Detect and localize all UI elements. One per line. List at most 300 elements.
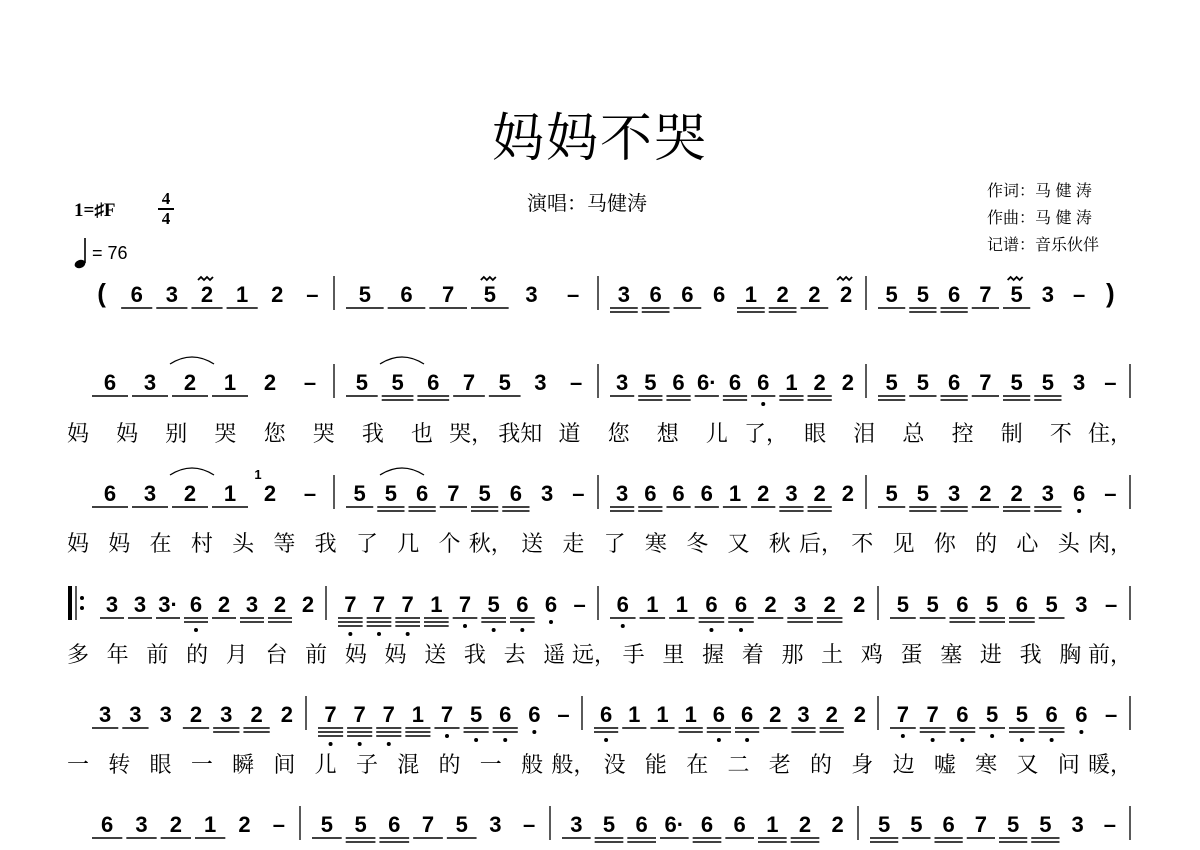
note: 3 (220, 702, 233, 727)
note: 2 (273, 592, 287, 617)
meter-bottom: 4 (158, 208, 174, 228)
note: 1 (430, 592, 443, 617)
staff-system-6 (92, 806, 1130, 842)
lyric-syllable: 塞 (940, 643, 963, 668)
note: 5 (354, 812, 367, 837)
note: 2 (189, 702, 203, 727)
lyric-syllable: 土 (821, 643, 844, 668)
lyric-syllable: 的 (186, 643, 209, 668)
note: 3 (1041, 481, 1054, 506)
note: 5 (1039, 812, 1052, 837)
note: 1 (223, 370, 237, 395)
note: 2 (840, 282, 853, 307)
note: 5 (487, 592, 500, 617)
note: 5 (916, 481, 929, 506)
note: 5 (1007, 812, 1020, 837)
note: 3 (99, 702, 112, 727)
note: 2 (183, 370, 197, 395)
note: 6 (101, 812, 114, 837)
lyric-syllable: 般， (551, 753, 596, 778)
lyric-syllable: 妈 (116, 422, 139, 447)
staff-system-2 (92, 357, 1130, 406)
note: 6 (528, 702, 541, 727)
note: 1 (785, 370, 798, 395)
note: 1 (204, 812, 217, 837)
note: 2 (301, 592, 315, 617)
octave-dot (532, 730, 536, 734)
lyric-syllable: 妈 (66, 422, 90, 447)
note: 3 (534, 370, 547, 395)
octave-dot (520, 628, 524, 632)
note: 2 (853, 702, 867, 727)
note: 2 (823, 592, 836, 617)
lyric-syllable: 肉， (1087, 532, 1133, 557)
note: 3 (525, 282, 538, 307)
note: – (1105, 592, 1118, 617)
note: 3 (135, 812, 148, 837)
repeat-dot (80, 606, 84, 610)
note: 7 (344, 592, 357, 617)
lyric-syllable: 前 (305, 643, 328, 668)
note: 1 (236, 282, 249, 307)
note: 3 (615, 481, 629, 506)
note: 1 (628, 702, 641, 727)
note: 5 (469, 702, 483, 727)
notation-credit: 记谱：音乐伙伴 (987, 237, 1100, 254)
note: 5 (885, 370, 898, 395)
note: 3 (159, 702, 172, 727)
note: 6 (499, 702, 512, 727)
note: 5 (455, 812, 468, 837)
octave-dot (990, 734, 994, 738)
lyric-syllable: 住， (1087, 422, 1133, 447)
note: 5 (602, 812, 616, 837)
note: 2 (831, 812, 844, 837)
octave-dot (358, 742, 362, 746)
lyric-syllable: 妈 (108, 532, 131, 557)
note: 6 (635, 812, 648, 837)
lyric-syllable: 的 (810, 753, 833, 778)
lyric-syllable: 头 (1057, 532, 1080, 557)
note: 2 (271, 282, 284, 307)
note: 3 (129, 702, 142, 727)
note: 6 (616, 592, 629, 617)
note: 5 (885, 282, 898, 307)
note: 2 (841, 370, 855, 395)
note: 1 (684, 702, 697, 727)
slur (170, 468, 214, 475)
note: – (1104, 370, 1117, 395)
note: 7 (372, 592, 386, 617)
staff-system-3 (92, 467, 1130, 513)
note: 3 (785, 481, 798, 506)
note: 6· (696, 370, 717, 395)
lyric-syllable: 年 (106, 643, 129, 668)
lyric-syllable: 边 (892, 753, 915, 778)
note: 3 (489, 812, 502, 837)
note: 5 (910, 812, 923, 837)
octave-dot (745, 738, 749, 742)
octave-dot (406, 632, 410, 636)
lyric-syllable: 里 (662, 643, 685, 668)
note: 3· (158, 592, 178, 617)
lyric-syllable: 儿 (314, 753, 337, 778)
lyric-syllable: 控 (951, 422, 974, 447)
note: 5 (384, 481, 397, 506)
octave-dot (348, 632, 352, 636)
note: 2 (813, 481, 826, 506)
note: 6 (700, 812, 714, 837)
note: 2 (853, 592, 866, 617)
lyric-syllable: 哭 (312, 422, 335, 447)
note: 6 (388, 812, 401, 837)
note: 3 (570, 812, 583, 837)
note: 1 (766, 812, 779, 837)
note: 2 (263, 481, 277, 506)
lyric-syllable: 寒 (644, 532, 667, 557)
lyric-syllable: 哭 (214, 422, 237, 447)
note: 6 (740, 702, 754, 727)
note: 6 (649, 282, 662, 307)
meter-top: 4 (161, 189, 171, 208)
octave-dot (445, 734, 449, 738)
lyric-syllable: 了， (743, 422, 789, 447)
lyric-syllable: 制 (1000, 422, 1023, 447)
octave-dot (549, 620, 553, 624)
note: 3 (133, 592, 147, 617)
lyric-syllable: 您 (607, 422, 630, 447)
note: 7 (926, 702, 939, 727)
lyric-line-2 (67, 532, 1132, 557)
note: 5 (896, 592, 909, 617)
note: 1 (728, 481, 742, 506)
note: 2 (776, 282, 789, 307)
note: 2 (769, 702, 782, 727)
lyric-syllable: 混 (397, 753, 420, 778)
note: 6 (644, 481, 657, 506)
lyric-syllable: 能 (644, 753, 667, 778)
lyric-line-1 (67, 422, 1132, 447)
note: 2 (979, 481, 992, 506)
note: 3 (1071, 812, 1084, 837)
note: 5 (885, 481, 898, 506)
note: 5 (483, 282, 496, 307)
lyric-syllable: 一 (479, 753, 502, 778)
note: 6 (712, 702, 726, 727)
note: 6 (103, 481, 117, 506)
note: 5 (1015, 702, 1028, 727)
lyric-syllable: 我 (463, 643, 486, 668)
note: 6 (672, 370, 685, 395)
note: 3 (1075, 592, 1088, 617)
lyric-line-3 (67, 643, 1132, 668)
lyric-syllable: 远， (571, 643, 617, 668)
note: 3 (1041, 282, 1054, 307)
note: 6 (400, 282, 413, 307)
lyric-syllable: 几 (397, 532, 420, 557)
note: 5 (355, 370, 368, 395)
note: 6 (956, 592, 969, 617)
note: 6 (713, 282, 726, 307)
ornament-mark (198, 277, 213, 280)
note: 2 (757, 481, 770, 506)
note: 6 (757, 370, 770, 395)
note: 6 (189, 592, 203, 617)
lyric-syllable: 也 (410, 422, 434, 447)
lyric-syllable: 没 (603, 753, 626, 778)
note: 1 (646, 592, 659, 617)
note: – (303, 481, 317, 506)
note: 1 (675, 592, 689, 617)
note: 7 (421, 812, 435, 837)
note: 1 (656, 702, 669, 727)
bracket-mark: ) (1106, 278, 1115, 308)
octave-dot (377, 632, 381, 636)
note: 6 (942, 812, 955, 837)
note: 2 (808, 282, 821, 307)
note: 6 (544, 592, 558, 617)
grace-note: 1 (254, 467, 262, 482)
lyric-syllable: 心 (1016, 532, 1039, 557)
note: 6· (664, 812, 685, 837)
lyric-syllable: 妈 (344, 643, 367, 668)
note: 7 (458, 592, 472, 617)
lyric-syllable: 妈 (66, 532, 90, 557)
lyric-syllable: 问 (1057, 753, 1080, 778)
lyric-syllable: 眼 (149, 753, 172, 778)
lyric-syllable: 见 (892, 532, 915, 557)
note: 1 (223, 481, 237, 506)
lyric-syllable: 多 (66, 643, 90, 668)
note: 2 (250, 702, 263, 727)
lyric-syllable: 鸡 (860, 643, 883, 668)
lyric-syllable: 了 (355, 532, 378, 557)
tempo-value: = 76 (92, 242, 128, 263)
note: – (573, 592, 586, 617)
lyric-syllable: 着 (741, 643, 764, 668)
lyric-syllable: 村 (190, 532, 213, 557)
lyric-syllable: 瞬 (232, 753, 255, 778)
lyric-syllable: 寒 (975, 753, 998, 778)
note: 7 (462, 370, 476, 395)
octave-dot (709, 628, 713, 632)
note: 3 (143, 481, 157, 506)
lyric-syllable: 般 (521, 753, 544, 778)
lyric-syllable: 月 (225, 643, 248, 668)
note: 3 (541, 481, 554, 506)
octave-dot (931, 738, 935, 742)
note: – (572, 481, 585, 506)
note: 3 (1073, 370, 1086, 395)
lyric-syllable: 不 (851, 532, 874, 557)
note: 6 (948, 370, 961, 395)
octave-dot (960, 738, 964, 742)
lyric-line-4 (67, 753, 1132, 778)
note: – (1105, 702, 1118, 727)
lyric-syllable: 嘘 (933, 753, 956, 778)
lyric-syllable: 等 (273, 532, 296, 557)
lyric-syllable: 冬 (686, 532, 709, 557)
note: 6 (103, 370, 117, 395)
note: 3 (793, 592, 807, 617)
note: 6 (948, 282, 961, 307)
lyric-syllable: 那 (781, 643, 804, 668)
lyric-syllable: 身 (851, 753, 874, 778)
lyric-syllable: 总 (902, 422, 925, 447)
note: 2 (798, 812, 812, 837)
octave-dot (387, 742, 391, 746)
note: 6 (1045, 702, 1058, 727)
note: 1 (744, 282, 757, 307)
lyric-syllable: 不 (1049, 422, 1072, 447)
octave-dot (739, 628, 743, 632)
lyric-syllable: 秋， (468, 532, 513, 557)
note: 2 (169, 812, 182, 837)
lyric-syllable: 进 (979, 643, 1002, 668)
note: 1 (411, 702, 425, 727)
note: – (1103, 812, 1116, 837)
lyric-syllable: 送 (424, 643, 447, 668)
singer-credit: 演唱：马健涛 (527, 193, 647, 215)
note: 6 (705, 592, 718, 617)
lyric-syllable: 走 (562, 532, 585, 557)
note: 2 (825, 702, 838, 727)
note: – (557, 702, 570, 727)
note: 7 (382, 702, 395, 727)
octave-dot (1079, 730, 1083, 734)
lyric-syllable: 想 (656, 422, 679, 447)
note: 7 (353, 702, 366, 727)
note: 3 (105, 592, 119, 617)
note: 6 (130, 282, 143, 307)
lyric-syllable: 一 (66, 753, 90, 778)
lyric-syllable: 子 (355, 753, 378, 778)
lyric-syllable: 送 (521, 532, 544, 557)
note: 5 (878, 812, 891, 837)
note: 2 (280, 702, 293, 727)
lyric-syllable: 的 (975, 532, 998, 557)
note: – (567, 282, 580, 307)
note: 6 (427, 370, 440, 395)
note: 6 (672, 481, 685, 506)
note: 3 (165, 282, 178, 307)
note: 5 (644, 370, 657, 395)
lyric-syllable: 握 (702, 643, 725, 668)
octave-dot (1077, 509, 1081, 513)
note: 6 (700, 481, 713, 506)
staff-system-4 (70, 586, 1130, 636)
staff-system-5 (92, 696, 1130, 746)
octave-dot (604, 738, 608, 742)
note: 7 (401, 592, 414, 617)
note: 6 (728, 370, 742, 395)
lyric-syllable: 暖， (1087, 753, 1133, 778)
note: 7 (896, 702, 909, 727)
note: 5 (358, 282, 371, 307)
note: 5 (498, 370, 511, 395)
note: 5 (1045, 592, 1058, 617)
lyric-syllable: 后， (799, 532, 844, 557)
lyric-syllable: 妈 (384, 643, 407, 668)
note: 5 (1010, 282, 1023, 307)
note: 5 (353, 481, 366, 506)
note: 2 (263, 370, 277, 395)
note: 5 (926, 592, 939, 617)
octave-dot (194, 628, 198, 632)
lyric-syllable: 前 (146, 643, 169, 668)
lyric-syllable: 胸 (1059, 643, 1082, 668)
note: 2 (813, 370, 826, 395)
lyric-syllable: 间 (273, 753, 296, 778)
note: 7 (447, 481, 460, 506)
note: 2 (183, 481, 197, 506)
note: 6 (516, 592, 529, 617)
lyric-syllable: 二 (727, 753, 750, 778)
note: 7 (974, 812, 987, 837)
octave-dot (329, 742, 333, 746)
octave-dot (717, 738, 721, 742)
note: 6 (1075, 702, 1088, 727)
note: 2 (1010, 481, 1023, 506)
ornament-mark (481, 277, 496, 280)
octave-dot (621, 624, 625, 628)
ornament-mark (837, 277, 852, 280)
note: 2 (841, 481, 855, 506)
lyric-syllable: 道 (558, 422, 581, 447)
octave-dot (463, 624, 467, 628)
lyric-syllable: 又 (727, 532, 750, 557)
lyric-syllable: 前， (1087, 643, 1133, 668)
note: – (1073, 282, 1086, 307)
octave-dot (901, 734, 905, 738)
note: 3 (617, 282, 630, 307)
lyric-syllable: 你 (933, 532, 956, 557)
note: 6 (416, 481, 429, 506)
lyric-syllable: 转 (108, 753, 131, 778)
lyricist-credit: 作词：马 健 涛 (987, 183, 1092, 200)
octave-dot (1020, 738, 1024, 742)
note: 3 (143, 370, 157, 395)
note: 3 (797, 702, 810, 727)
lyric-syllable: 个 (438, 532, 461, 557)
octave-dot (761, 402, 765, 406)
lyric-syllable: 台 (265, 643, 288, 668)
composer-credit: 作曲：马 健 涛 (987, 210, 1092, 227)
lyric-syllable: 手 (622, 643, 645, 668)
note: 6 (509, 481, 522, 506)
note: – (570, 370, 583, 395)
lyric-syllable: 您 (263, 422, 286, 447)
slur (380, 357, 424, 364)
note: 6 (734, 592, 748, 617)
ornament-mark (1008, 277, 1023, 280)
lyric-syllable: 我 (1019, 643, 1042, 668)
note: 7 (440, 702, 454, 727)
lyric-syllable: 了 (603, 532, 626, 557)
lyric-syllable: 去 (503, 643, 526, 668)
note: 7 (979, 282, 992, 307)
note: 5 (916, 282, 929, 307)
note: 5 (478, 481, 491, 506)
note: 5 (391, 370, 404, 395)
note: 6 (733, 812, 746, 837)
lyric-syllable: 儿 (705, 422, 728, 447)
note: 5 (986, 702, 999, 727)
note: 5 (986, 592, 999, 617)
lyric-syllable: 我 (361, 422, 384, 447)
lyric-syllable: 遥 (543, 643, 566, 668)
lyric-syllable: 别 (165, 422, 188, 447)
